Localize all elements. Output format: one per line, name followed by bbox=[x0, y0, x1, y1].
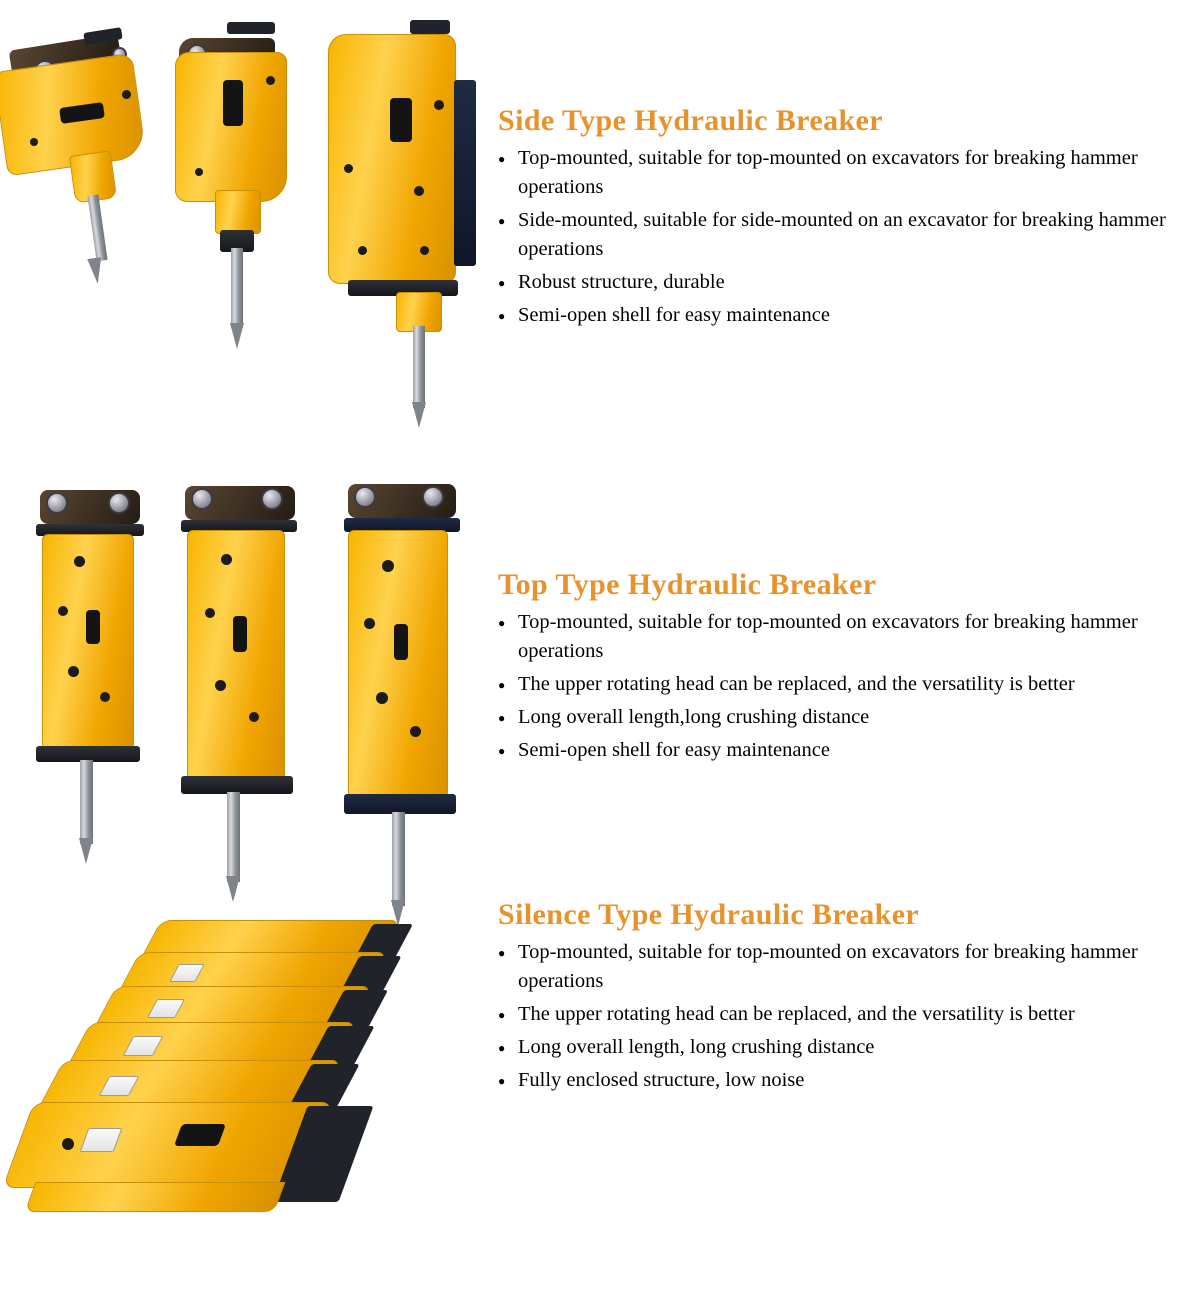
housing-hole bbox=[420, 246, 429, 255]
side-type-feature-list bbox=[498, 144, 1198, 330]
breaker-side-medium bbox=[165, 18, 325, 348]
housing-slot bbox=[223, 80, 243, 126]
housing-hole bbox=[74, 556, 85, 567]
box-slot bbox=[174, 1124, 226, 1146]
housing-hole bbox=[358, 246, 367, 255]
silence-type-text bbox=[498, 898, 1198, 1099]
housing-slot bbox=[86, 610, 100, 644]
housing-hole bbox=[249, 712, 259, 722]
housing-hole bbox=[68, 666, 79, 677]
list-item: ● Long overall length, long crushing distance bbox=[498, 1033, 1198, 1062]
housing-hole bbox=[434, 100, 444, 110]
housing-hole bbox=[215, 680, 226, 691]
side-rail bbox=[454, 80, 476, 266]
housing-slot bbox=[394, 624, 408, 660]
pin-left-icon bbox=[354, 486, 376, 508]
list-item: ● Semi-open shell for easy maintenance bbox=[498, 301, 1198, 330]
list-item: ● Top-mounted, suitable for top-mounted on excavators for breaking hammer operations bbox=[498, 144, 1198, 202]
breaker-housing bbox=[175, 52, 287, 202]
pin-right-icon bbox=[422, 486, 444, 508]
breaker-nose bbox=[215, 190, 261, 234]
housing-hole bbox=[205, 608, 215, 618]
chisel-tip bbox=[226, 876, 240, 902]
section-top-type bbox=[0, 440, 1200, 920]
top-cap bbox=[227, 22, 275, 34]
breaker-top-2 bbox=[175, 476, 320, 906]
section-side-type bbox=[0, 0, 1200, 440]
top-type-feature-list bbox=[498, 608, 1198, 765]
chisel-tip bbox=[79, 838, 93, 864]
bottom-band bbox=[344, 794, 456, 814]
list-item: ● Long overall length,long crushing distance bbox=[498, 703, 1198, 732]
top-type-product-image bbox=[0, 440, 498, 920]
chisel bbox=[231, 248, 243, 328]
housing-hole bbox=[122, 90, 131, 99]
list-item: ● The upper rotating head can be replaced, and the versatility is better bbox=[498, 1000, 1198, 1029]
breaker-side-large bbox=[318, 14, 498, 424]
housing-hole bbox=[364, 618, 375, 629]
pin-left-icon bbox=[46, 492, 68, 514]
chisel-tip bbox=[87, 257, 104, 285]
chisel bbox=[87, 195, 107, 262]
list-item: ● Top-mounted, suitable for top-mounted on excavators for breaking hammer operations bbox=[498, 608, 1198, 666]
breaker-housing bbox=[348, 530, 448, 798]
chisel-tip bbox=[412, 402, 426, 428]
housing-hole bbox=[100, 692, 110, 702]
housing-hole bbox=[344, 164, 353, 173]
breaker-top-3 bbox=[330, 474, 480, 924]
list-item: ● Side-mounted, suitable for side-mounted on an excavator for breaking hammer operations bbox=[498, 206, 1198, 264]
page-title-side-type: Side Type Hydraulic Breaker bbox=[498, 104, 883, 137]
pin-right-icon bbox=[108, 492, 130, 514]
chisel bbox=[413, 326, 425, 408]
list-item: ● Semi-open shell for easy maintenance bbox=[498, 736, 1198, 765]
housing-hole bbox=[221, 554, 232, 565]
box-hole bbox=[62, 1138, 74, 1150]
chisel bbox=[392, 812, 405, 906]
pin-right-icon bbox=[261, 488, 283, 510]
silence-type-feature-list bbox=[498, 938, 1198, 1095]
pin-left-icon bbox=[191, 488, 213, 510]
side-type-product-image bbox=[0, 0, 498, 440]
page-title-top-type: Top Type Hydraulic Breaker bbox=[498, 568, 877, 601]
top-cap bbox=[410, 20, 450, 34]
list-item: ● The upper rotating head can be replaced, and the versatility is better bbox=[498, 670, 1198, 699]
list-item: ● Top-mounted, suitable for top-mounted on excavators for breaking hammer operations bbox=[498, 938, 1198, 996]
housing-hole bbox=[414, 186, 424, 196]
housing-slot bbox=[390, 98, 412, 142]
housing-hole bbox=[195, 168, 203, 176]
list-item: ● Robust structure, durable bbox=[498, 268, 1198, 297]
chisel bbox=[227, 792, 240, 882]
section-silence-type bbox=[0, 898, 1200, 1308]
breaker-housing bbox=[187, 530, 285, 780]
housing-hole bbox=[376, 692, 388, 704]
housing-hole bbox=[266, 76, 275, 85]
housing-slot bbox=[233, 616, 247, 652]
chisel-tip bbox=[230, 323, 244, 349]
housing-hole bbox=[382, 560, 394, 572]
page-title-silence-type: Silence Type Hydraulic Breaker bbox=[498, 898, 920, 931]
breaker-side-small bbox=[0, 20, 170, 290]
silence-type-product-image bbox=[0, 920, 498, 1250]
housing-hole bbox=[30, 138, 38, 146]
list-item: ● Fully enclosed structure, low noise bbox=[498, 1066, 1198, 1095]
housing-hole bbox=[58, 606, 68, 616]
top-type-text bbox=[498, 568, 1198, 769]
chisel bbox=[80, 760, 93, 844]
side-type-text bbox=[498, 104, 1198, 334]
breaker-top-1 bbox=[30, 480, 170, 870]
breaker-skirt bbox=[25, 1182, 286, 1212]
breaker-housing bbox=[328, 34, 456, 284]
housing-hole bbox=[410, 726, 421, 737]
